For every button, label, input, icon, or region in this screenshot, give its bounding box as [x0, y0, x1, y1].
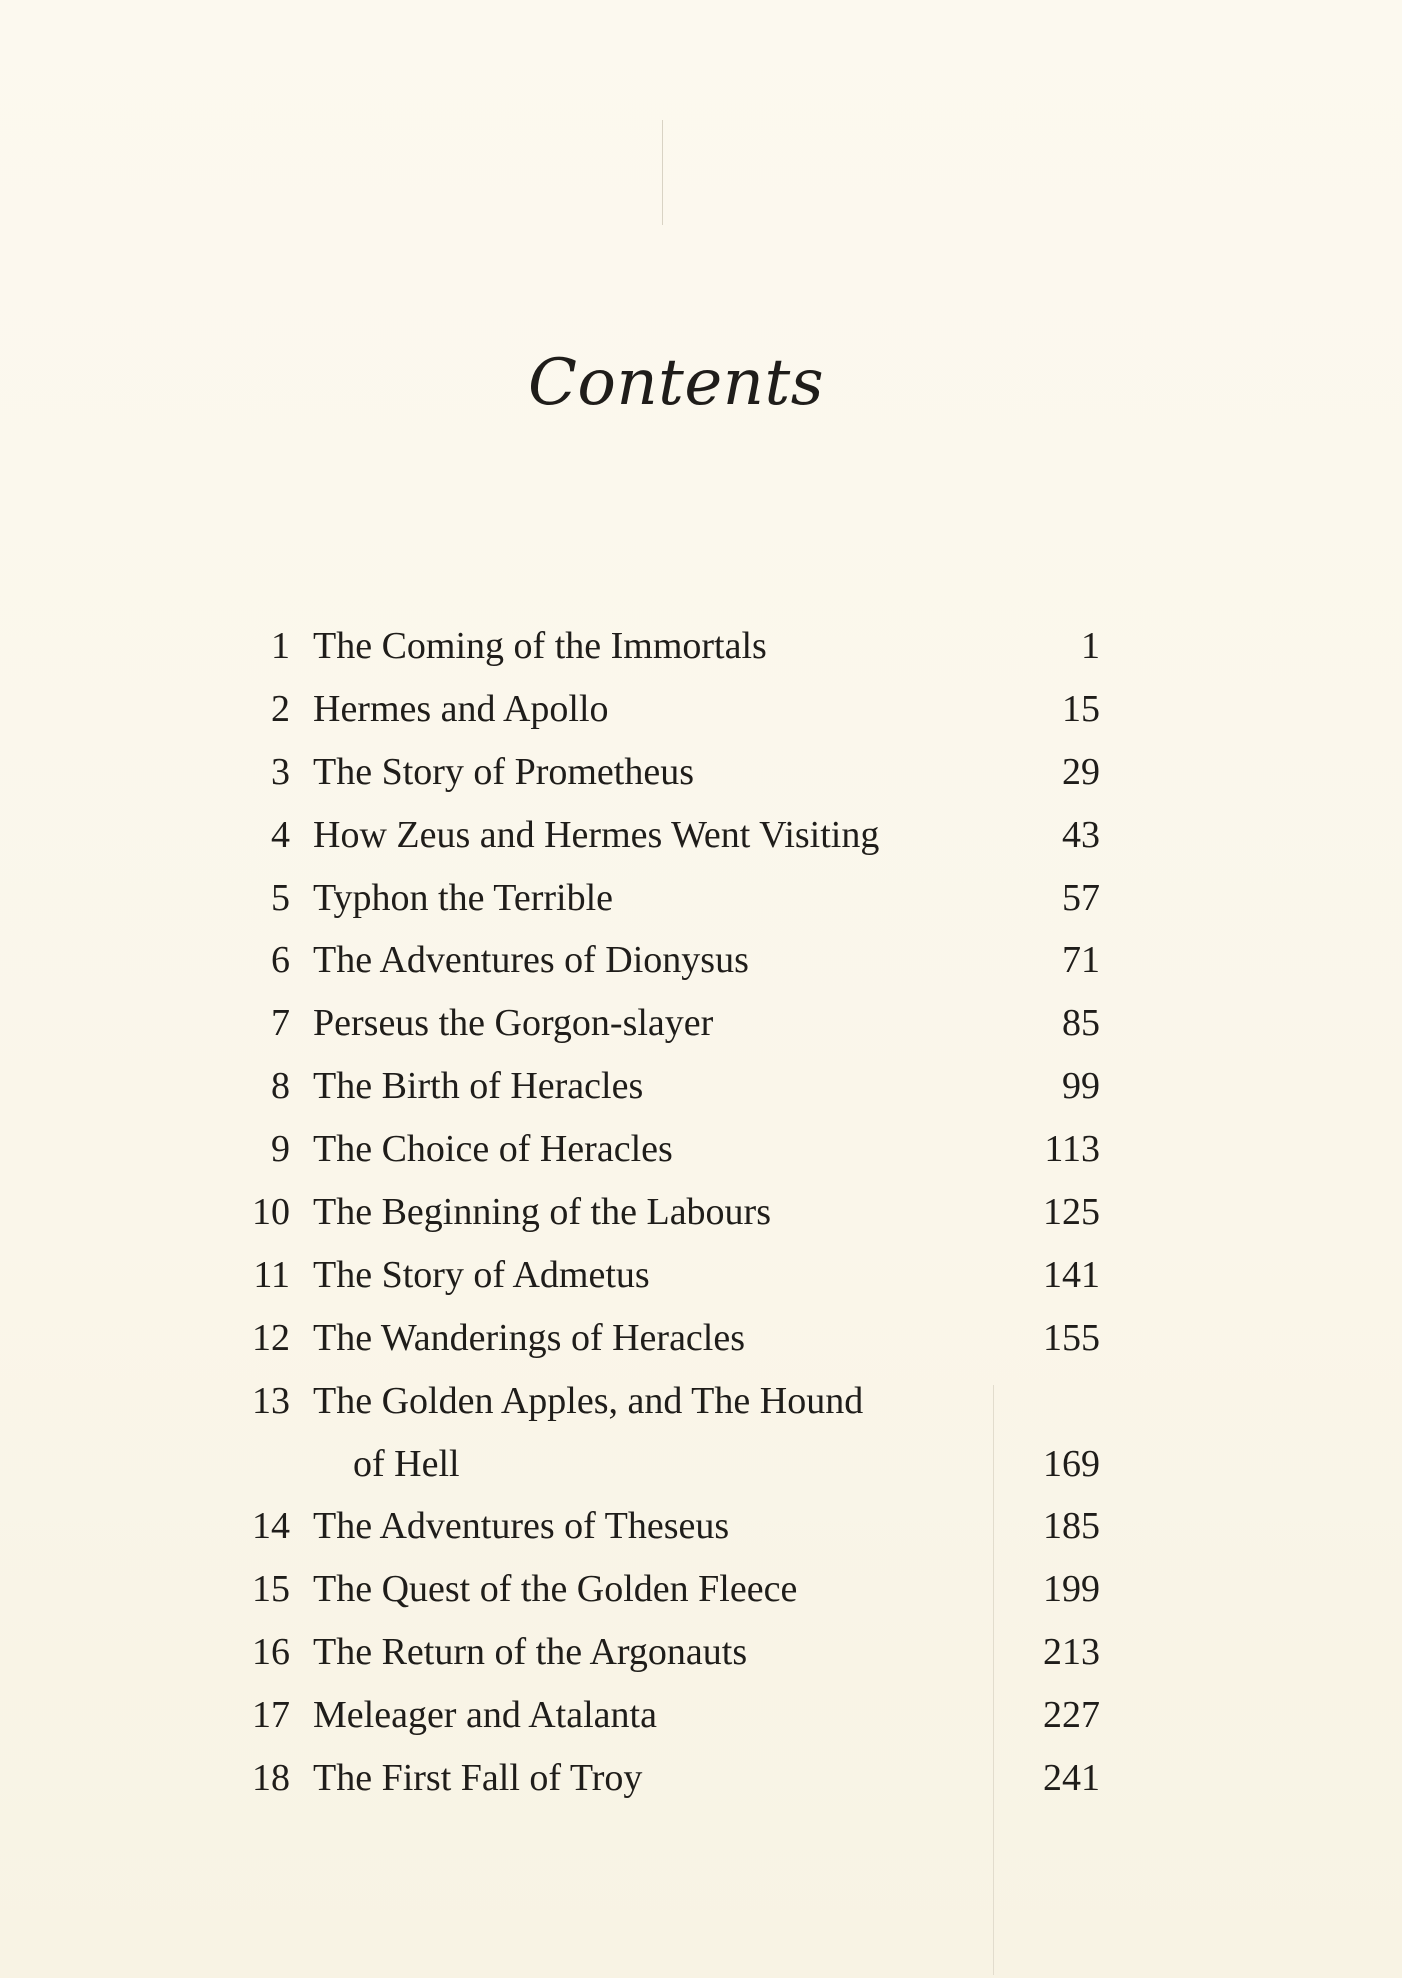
toc-entry [240, 1684, 1100, 1747]
page-number: 29 [1062, 750, 1100, 793]
chapter-title: The Birth of Heracles [313, 1065, 644, 1108]
chapter-title: How Zeus and Hermes Went Visiting [313, 813, 880, 856]
chapter-number: 3 [271, 750, 290, 793]
chapter-title: Perseus the Gorgon-slayer [313, 1002, 714, 1045]
chapter-number: 5 [271, 876, 290, 919]
chapter-number: 11 [253, 1253, 290, 1296]
page-number: 227 [1043, 1694, 1100, 1737]
toc-entry [240, 804, 1100, 867]
chapter-title: The Story of Prometheus [313, 750, 695, 793]
chapter-title: The Coming of the Immortals [313, 625, 767, 667]
chapter-number: 13 [252, 1379, 290, 1422]
page-number: 213 [1043, 1631, 1100, 1674]
scan-artifact-line [662, 120, 663, 225]
chapter-title: The Return of the Argonauts [313, 1631, 748, 1674]
chapter-number: 2 [271, 687, 290, 730]
toc-entry [240, 1495, 1100, 1558]
toc-entry [240, 1370, 1100, 1433]
table-of-contents [240, 615, 1100, 1810]
chapter-number: 4 [271, 813, 290, 856]
chapter-number: 10 [252, 1191, 290, 1234]
chapter-title: Hermes and Apollo [313, 687, 609, 730]
chapter-title: The First Fall of Troy [313, 1757, 643, 1800]
chapter-title: The Quest of the Golden Fleece [313, 1568, 798, 1611]
page-number: 199 [1043, 1568, 1100, 1611]
toc-entry [240, 615, 1100, 678]
toc-entry [240, 1244, 1100, 1307]
toc-entry [240, 929, 1100, 992]
toc-entry-continuation [240, 1433, 1100, 1496]
toc-entry [240, 1747, 1100, 1810]
toc-entry [240, 1055, 1100, 1118]
chapter-number: 7 [271, 1002, 290, 1045]
page-number: 43 [1062, 813, 1100, 856]
chapter-number: 14 [252, 1505, 290, 1548]
page-number: 99 [1062, 1065, 1100, 1108]
page-number: 57 [1062, 876, 1100, 919]
page-number: 155 [1043, 1316, 1100, 1359]
page-number: 141 [1043, 1253, 1100, 1296]
chapter-title: Typhon the Terrible [313, 876, 614, 919]
chapter-number: 16 [252, 1631, 290, 1674]
chapter-number: 17 [252, 1694, 290, 1737]
page-number: 169 [1043, 1442, 1100, 1485]
chapter-number: 1 [271, 625, 290, 667]
toc-entry [240, 1181, 1100, 1244]
toc-entry [240, 1118, 1100, 1181]
chapter-number: 15 [252, 1568, 290, 1611]
chapter-title: Meleager and Atalanta [313, 1694, 657, 1737]
page-number: 113 [1044, 1128, 1100, 1171]
page-number: 241 [1043, 1757, 1100, 1800]
toc-entry [240, 741, 1100, 804]
chapter-title: The Choice of Heracles [313, 1128, 673, 1171]
toc-entry [240, 1621, 1100, 1684]
chapter-title-continued: of Hell [353, 1442, 460, 1485]
toc-entry [240, 678, 1100, 741]
page-number: 71 [1062, 939, 1100, 982]
chapter-title: The Story of Admetus [313, 1253, 650, 1296]
chapter-title: The Golden Apples, and The Hound [313, 1379, 864, 1422]
page-number: 15 [1062, 687, 1100, 730]
chapter-title: The Adventures of Dionysus [313, 939, 749, 982]
toc-entry [240, 1307, 1100, 1370]
page-number: 85 [1062, 1002, 1100, 1045]
chapter-title: The Wanderings of Heracles [313, 1316, 746, 1359]
chapter-title: The Beginning of the Labours [313, 1191, 772, 1234]
page-number: 185 [1043, 1505, 1100, 1548]
chapter-number: 12 [252, 1316, 290, 1359]
chapter-number: 8 [271, 1065, 290, 1108]
page-number: 125 [1043, 1191, 1100, 1234]
chapter-number: 18 [252, 1757, 290, 1800]
page-title: Contents [527, 346, 825, 420]
toc-entry [240, 992, 1100, 1055]
chapter-title: The Adventures of Theseus [313, 1505, 730, 1548]
page-number: 1 [1081, 625, 1100, 667]
toc-entry [240, 867, 1100, 930]
chapter-number: 6 [271, 939, 290, 982]
toc-entry [240, 1558, 1100, 1621]
chapter-number: 9 [271, 1128, 290, 1171]
